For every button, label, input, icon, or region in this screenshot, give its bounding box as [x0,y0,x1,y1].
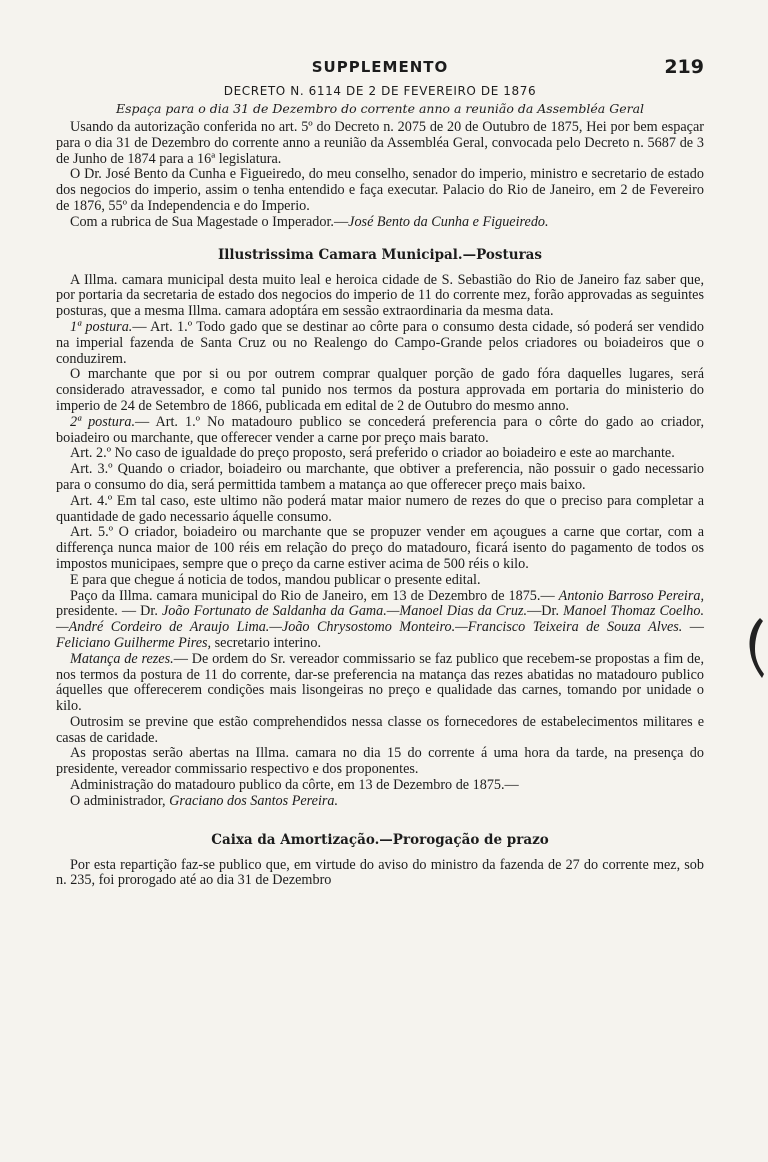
caixa-paragraph: Por esta repartição faz-se publico que, em virtude do aviso do ministro da fazenda de 27 do corrente mez, sob n. 235, foi prorogado até ao dia 31 de Dezembro [56,856,704,889]
camara-paragraph: O marchante que por si ou por outrem comprar qualquer porção de gado fóra daquelles lugares, será considerado atravessador, e como tal punido nos termos da postura approvada em portaria do ministerio do imperio de 24 de Setembro de 1866, publicada em edital de 2 de Outubro do mesmo anno. [56,366,704,414]
signature-text: Com a rubrica de Sua Magestade o Imperador.— [70,213,349,230]
camara-paragraph: A Illma. camara municipal desta muito leal e heroica cidade de S. Sebastião do Rio de Janeiro faz saber que, por portaria da secretaria de estado dos negocios do imperio de 11 do corrente mez, forão approvadas as seguintes posturas, que a mesma Illma. camara adoptára em sessão extraordinaria da mesma data. [56,271,704,320]
header-title: SUPPLEMENTO [311,58,449,76]
decree-subtitle: Espaça para o dia 31 de Dezembro do corrente anno a reunião da Assembléa Geral [115,101,645,116]
matanca-label: Matança de rezes. [70,650,174,667]
page-edge-mark [744,616,766,680]
page-number: 219 [664,56,704,78]
postura-label: 2ª postura. [70,413,135,430]
camara-paragraph: Art. 2.º No caso de igualdade do preço proposto, será preferido o criador ao boiadeiro e este ao marchante. [70,445,675,462]
camara-paragraph: As propostas serão abertas na Illma. camara no dia 15 do corrente á uma hora da tarde, na presença do presidente, vereador commissario respectivo e dos proponentes. [56,745,704,778]
camara-paragraph: E para que chegue á noticia de todos, mandou publicar o presente edital. [70,571,481,588]
caixa-heading: Caixa da Amortização.—Prorogação de prazo [211,831,549,848]
page [56,58,704,889]
camara-paragraph: 1ª postura.— Art. 1.º Todo gado que se destinar ao côrte para o consumo desta cidade, só poderá ser vendido na imperial fazenda de Santa Cruz ou no Realengo do Campo-Grande pelos criadores ou boiadeiros que o conduzirem. [56,318,704,367]
decree-paragraph: Usando da autorização conferida no art. 5º do Decreto n. 2075 de 20 de Outubro de 1875, Hei por bem espaçar para o dia 31 de Dezembro do corrente anno a reunião da Assembléa Geral, convocada pelo Decreto n. 5687 de 3 de Junho de 1874 para a 16ª legislatura. [56,119,704,167]
camara-paragraph: Art. 4.º Em tal caso, este ultimo não poderá matar maior numero de rezes do que o preciso para completar a quantidade de gado necessario áquelle consumo. [56,492,704,525]
signature-name: José Bento da Cunha e Figueiredo. [348,213,549,230]
camara-heading: Illustrissima Camara Municipal.—Posturas [217,246,543,263]
camara-paragraph: Administração do matadouro publico da côrte, em 13 de Dezembro de 1875.— [70,777,519,794]
running-header [56,58,704,82]
camara-paragraph: 2ª postura.— Art. 1.º No matadouro publico se concederá preferencia para o côrte do gado ao criador, boiadeiro ou marchante, que offerecer vender a carne por preço mais barato. [56,413,704,446]
decree-signature [56,215,704,231]
decree-paragraph: O Dr. José Bento da Cunha e Figueiredo, do meu conselho, senador do imperio, ministro e secretario de estado dos negocios do imperio, assim o tenha entendido e faça executar. Palacio do Rio de Janeiro, em 2 de Fevereiro de 1876, 55º da Independencia e do Imperio. [56,166,704,214]
camara-paragraph: Art. 3.º Quando o criador, boiadeiro ou marchante, que obtiver a preferencia, não possuir o gado necessario para o consumo do dia, será permittida tambem a matança ao que offerecer preço mais baixo. [56,461,704,493]
camara-paragraph: Outrosim se previne que estão comprehendidos nessa classe os fornecedores de estabelecimentos militares e casas de caridade. [56,713,704,746]
camara-paragraph: Matança de rezes.— De ordem do Sr. vereador commissario se faz publico que recebem-se propostas a fim de, nos termos da postura de 11 do corrente, dar-se preferencia na matança das rezes abatidas no matadouro publico áquelles que offerecerem condições mais lisongeiras no preço e qualidade das carnes, tomando por unidade o kilo. [56,650,704,715]
postura-label: 1ª postura. [70,318,133,335]
decree-title: DECRETO N. 6114 DE 2 DE FEVEREIRO DE 1876 [223,84,537,98]
camara-paragraph: Art. 5.º O criador, boiadeiro ou marchante que se propuzer vender em açougues a carne que cortar, com a differença nunca maior de 100 réis em relação do preço do matadouro, ficará isento do pagamento de todos os impostos municipaes, sempre que o preço da carne estiver acima de 500 réis o kilo. [56,524,704,572]
administrator-signature: O administrador, Graciano dos Santos Pereira. [70,792,339,809]
camara-signatories: Paço da Illma. camara municipal do Rio de Janeiro, em 13 de Dezembro de 1875.— Antonio Barroso Pereira, presidente. — Dr. João Fortunato de Saldanha da Gama.—Manoel Dias da Cruz.—Dr. Manoel Thomaz Coelho.—André Cordeiro de Araujo Lima.—João Chrysostomo Monteiro.—Francisco Teixeira de Souza Alves. — Feliciano Guilherme Pires, secretario interino. [56,587,704,651]
